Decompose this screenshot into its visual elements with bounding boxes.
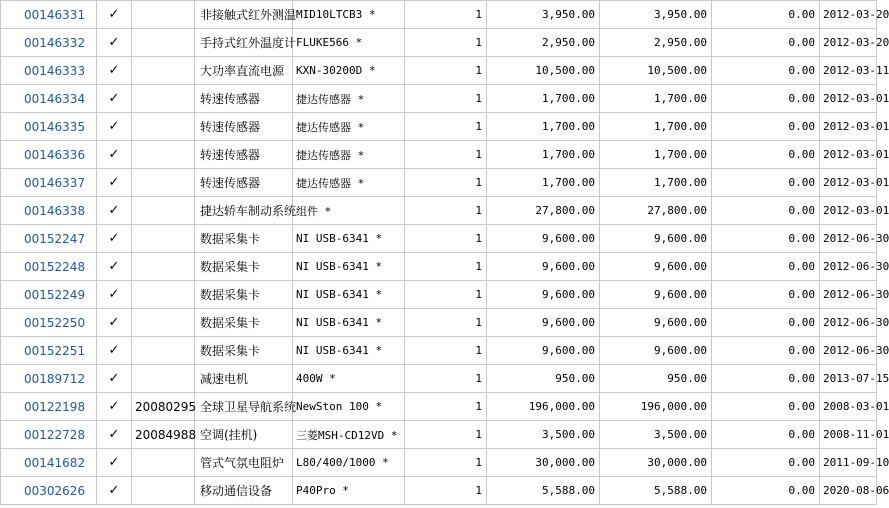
- asset-id-link[interactable]: 00152249: [24, 287, 86, 302]
- quantity-cell: 1: [405, 1, 487, 29]
- asset-model-cell: 三菱MSH-CD12VD *: [293, 421, 405, 449]
- asset-id-link[interactable]: 00146337: [24, 175, 86, 190]
- unit-price-cell: 1,700.00: [487, 85, 600, 113]
- asset-code-cell: [132, 141, 195, 169]
- table-row[interactable]: [1, 421, 877, 449]
- date-cell: 2008-03-01: [820, 393, 877, 421]
- depreciation-cell: 0.00: [712, 57, 820, 85]
- depreciation-cell: 0.00: [712, 85, 820, 113]
- table-row[interactable]: [1, 113, 877, 141]
- date-cell: 2012-06-30: [820, 253, 877, 281]
- asset-code-cell: [132, 449, 195, 477]
- depreciation-cell: 0.00: [712, 197, 820, 225]
- quantity-cell: 1: [405, 113, 487, 141]
- asset-id-cell: [1, 477, 97, 505]
- date-cell: 2012-03-01: [820, 197, 877, 225]
- asset-code-cell: [132, 281, 195, 309]
- table-row[interactable]: [1, 393, 877, 421]
- checked-mark: ✓: [97, 253, 132, 281]
- asset-id-cell: [1, 365, 97, 393]
- asset-code-cell: [132, 309, 195, 337]
- asset-code-cell: [132, 1, 195, 29]
- unit-price-cell: 30,000.00: [487, 449, 600, 477]
- total-amount-cell: 9,600.00: [600, 253, 712, 281]
- asset-model-cell: 捷达传感器 *: [293, 85, 405, 113]
- table-row[interactable]: [1, 253, 877, 281]
- quantity-cell: 1: [405, 57, 487, 85]
- total-amount-cell: 196,000.00: [600, 393, 712, 421]
- checked-mark: ✓: [97, 421, 132, 449]
- asset-model-cell: 捷达传感器 *: [293, 113, 405, 141]
- total-amount-cell: 10,500.00: [600, 57, 712, 85]
- total-amount-cell: 3,500.00: [600, 421, 712, 449]
- table-row[interactable]: [1, 169, 877, 197]
- checked-mark: ✓: [97, 281, 132, 309]
- checked-mark: ✓: [97, 337, 132, 365]
- asset-model-cell: NI USB-6341 *: [293, 309, 405, 337]
- table-row[interactable]: [1, 85, 877, 113]
- date-cell: 2008-11-01: [820, 421, 877, 449]
- depreciation-cell: 0.00: [712, 141, 820, 169]
- asset-id-link[interactable]: 00146334: [24, 91, 86, 106]
- total-amount-cell: 5,588.00: [600, 477, 712, 505]
- quantity-cell: 1: [405, 477, 487, 505]
- depreciation-cell: 0.00: [712, 309, 820, 337]
- total-amount-cell: 30,000.00: [600, 449, 712, 477]
- unit-price-cell: 1,700.00: [487, 169, 600, 197]
- date-cell: 2013-07-15: [820, 365, 877, 393]
- asset-name-cell: 数据采集卡: [195, 225, 293, 253]
- asset-name-cell: 数据采集卡: [195, 309, 293, 337]
- date-cell: 2012-03-01: [820, 141, 877, 169]
- asset-id-link[interactable]: 00152248: [24, 259, 86, 274]
- date-cell: 2012-06-30: [820, 225, 877, 253]
- asset-id-link[interactable]: 00146333: [24, 63, 86, 78]
- unit-price-cell: 1,700.00: [487, 113, 600, 141]
- asset-id-link[interactable]: 00146338: [24, 203, 86, 218]
- depreciation-cell: 0.00: [712, 421, 820, 449]
- asset-id-link[interactable]: 00302626: [24, 483, 86, 498]
- asset-model-cell: KXN-30200D *: [293, 57, 405, 85]
- checked-mark: ✓: [97, 169, 132, 197]
- total-amount-cell: 1,700.00: [600, 141, 712, 169]
- unit-price-cell: 27,800.00: [487, 197, 600, 225]
- unit-price-cell: 10,500.00: [487, 57, 600, 85]
- table-row[interactable]: [1, 281, 877, 309]
- asset-id-cell: [1, 449, 97, 477]
- asset-name-cell: 大功率直流电源: [195, 57, 293, 85]
- asset-id-link[interactable]: 00146336: [24, 147, 86, 162]
- unit-price-cell: 9,600.00: [487, 337, 600, 365]
- checked-mark: ✓: [97, 449, 132, 477]
- asset-model-cell: 400W *: [293, 365, 405, 393]
- table-row[interactable]: [1, 365, 877, 393]
- unit-price-cell: 1,700.00: [487, 141, 600, 169]
- table-row[interactable]: [1, 57, 877, 85]
- date-cell: 2012-03-01: [820, 113, 877, 141]
- asset-name-cell: 转速传感器: [195, 141, 293, 169]
- table-row[interactable]: [1, 1, 877, 29]
- total-amount-cell: 2,950.00: [600, 29, 712, 57]
- asset-code-cell: [132, 57, 195, 85]
- depreciation-cell: 0.00: [712, 113, 820, 141]
- asset-id-cell: [1, 141, 97, 169]
- quantity-cell: 1: [405, 309, 487, 337]
- quantity-cell: 1: [405, 281, 487, 309]
- unit-price-cell: 3,500.00: [487, 421, 600, 449]
- depreciation-cell: 0.00: [712, 337, 820, 365]
- asset-id-link[interactable]: 00146335: [24, 119, 86, 134]
- asset-name-cell: 管式气氛电阻炉: [195, 449, 293, 477]
- date-cell: 2012-03-01: [820, 85, 877, 113]
- asset-name-cell: 数据采集卡: [195, 337, 293, 365]
- asset-model-cell: P40Pro *: [293, 477, 405, 505]
- date-cell: 2012-03-20: [820, 29, 877, 57]
- date-cell: 2012-03-11: [820, 57, 877, 85]
- asset-name-cell: 减速电机: [195, 365, 293, 393]
- unit-price-cell: 950.00: [487, 365, 600, 393]
- asset-model-cell: L80/400/1000 *: [293, 449, 405, 477]
- asset-id-cell: [1, 57, 97, 85]
- date-cell: 2020-08-06: [820, 477, 877, 505]
- date-cell: 2012-06-30: [820, 281, 877, 309]
- asset-model-cell: NI USB-6341 *: [293, 253, 405, 281]
- table-row[interactable]: [1, 309, 877, 337]
- asset-model-cell: 捷达传感器 *: [293, 169, 405, 197]
- total-amount-cell: 27,800.00: [600, 197, 712, 225]
- asset-id-cell: [1, 337, 97, 365]
- asset-model-cell: MID10LTCB3 *: [293, 1, 405, 29]
- depreciation-cell: 0.00: [712, 253, 820, 281]
- date-cell: 2012-06-30: [820, 309, 877, 337]
- total-amount-cell: 9,600.00: [600, 309, 712, 337]
- asset-id-cell: [1, 85, 97, 113]
- asset-code-cell: [132, 197, 195, 225]
- unit-price-cell: 5,588.00: [487, 477, 600, 505]
- asset-name-cell: 转速传感器: [195, 169, 293, 197]
- quantity-cell: 1: [405, 253, 487, 281]
- date-cell: 2012-03-01: [820, 169, 877, 197]
- asset-name-cell: 空调(挂机): [195, 421, 293, 449]
- asset-id-cell: [1, 197, 97, 225]
- asset-id-cell: [1, 309, 97, 337]
- asset-id-link[interactable]: 00146331: [24, 7, 86, 22]
- table-row[interactable]: [1, 197, 877, 225]
- checked-mark: ✓: [97, 113, 132, 141]
- asset-id-cell: [1, 29, 97, 57]
- asset-name-cell: 数据采集卡: [195, 253, 293, 281]
- table-row[interactable]: [1, 449, 877, 477]
- checked-mark: ✓: [97, 225, 132, 253]
- asset-model-cell: 捷达传感器 *: [293, 141, 405, 169]
- asset-name-cell: 转速传感器: [195, 113, 293, 141]
- depreciation-cell: 0.00: [712, 449, 820, 477]
- asset-id-cell: [1, 225, 97, 253]
- quantity-cell: 1: [405, 197, 487, 225]
- depreciation-cell: 0.00: [712, 169, 820, 197]
- unit-price-cell: 196,000.00: [487, 393, 600, 421]
- quantity-cell: 1: [405, 225, 487, 253]
- table-row[interactable]: [1, 225, 877, 253]
- total-amount-cell: 950.00: [600, 365, 712, 393]
- asset-id-link[interactable]: 00146332: [24, 35, 86, 50]
- quantity-cell: 1: [405, 393, 487, 421]
- asset-model-cell: NI USB-6341 *: [293, 225, 405, 253]
- asset-code-cell: [132, 29, 195, 57]
- asset-code-cell: 20080295: [132, 393, 195, 421]
- asset-name-cell: 全球卫星导航系统: [195, 393, 293, 421]
- asset-id-link[interactable]: 00122728: [24, 427, 86, 442]
- checked-mark: ✓: [97, 197, 132, 225]
- table-row[interactable]: [1, 337, 877, 365]
- depreciation-cell: 0.00: [712, 281, 820, 309]
- checked-mark: ✓: [97, 141, 132, 169]
- unit-price-cell: 2,950.00: [487, 29, 600, 57]
- asset-code-cell: [132, 337, 195, 365]
- asset-id-link[interactable]: 00189712: [24, 371, 86, 386]
- quantity-cell: 1: [405, 365, 487, 393]
- asset-id-link[interactable]: 00152247: [24, 231, 86, 246]
- asset-model-cell: NI USB-6341 *: [293, 281, 405, 309]
- quantity-cell: 1: [405, 141, 487, 169]
- asset-code-cell: [132, 169, 195, 197]
- quantity-cell: 1: [405, 337, 487, 365]
- asset-id-cell: [1, 113, 97, 141]
- total-amount-cell: 1,700.00: [600, 85, 712, 113]
- total-amount-cell: 1,700.00: [600, 113, 712, 141]
- asset-model-cell: NI USB-6341 *: [293, 337, 405, 365]
- unit-price-cell: 3,950.00: [487, 1, 600, 29]
- total-amount-cell: 9,600.00: [600, 281, 712, 309]
- total-amount-cell: 9,600.00: [600, 225, 712, 253]
- depreciation-cell: 0.00: [712, 365, 820, 393]
- asset-code-cell: [132, 365, 195, 393]
- asset-name-cell: 非接触式红外测温: [195, 1, 293, 29]
- asset-id-link[interactable]: 00152251: [24, 343, 86, 358]
- asset-id-cell: [1, 253, 97, 281]
- asset-code-cell: [132, 225, 195, 253]
- asset-name-cell: 手持式红外温度计: [195, 29, 293, 57]
- total-amount-cell: 1,700.00: [600, 169, 712, 197]
- date-cell: 2011-09-10: [820, 449, 877, 477]
- unit-price-cell: 9,600.00: [487, 309, 600, 337]
- asset-id-link[interactable]: 00141682: [24, 455, 86, 470]
- asset-code-cell: 20084988: [132, 421, 195, 449]
- asset-name-cell: 数据采集卡: [195, 281, 293, 309]
- quantity-cell: 1: [405, 29, 487, 57]
- quantity-cell: 1: [405, 421, 487, 449]
- checked-mark: ✓: [97, 309, 132, 337]
- asset-id-cell: [1, 1, 97, 29]
- asset-table-body: [1, 1, 889, 505]
- quantity-cell: 1: [405, 85, 487, 113]
- depreciation-cell: 0.00: [712, 29, 820, 57]
- depreciation-cell: 0.00: [712, 477, 820, 505]
- asset-id-cell: [1, 393, 97, 421]
- checked-mark: ✓: [97, 393, 132, 421]
- asset-code-cell: [132, 85, 195, 113]
- unit-price-cell: 9,600.00: [487, 281, 600, 309]
- asset-model-cell: NewSton 100 *: [293, 393, 405, 421]
- table-row[interactable]: [1, 29, 877, 57]
- checked-mark: ✓: [97, 85, 132, 113]
- depreciation-cell: 0.00: [712, 393, 820, 421]
- asset-model-cell: 组件 *: [293, 197, 405, 225]
- asset-id-cell: [1, 169, 97, 197]
- date-cell: 2012-06-30: [820, 337, 877, 365]
- depreciation-cell: 0.00: [712, 1, 820, 29]
- asset-model-cell: FLUKE566 *: [293, 29, 405, 57]
- quantity-cell: 1: [405, 169, 487, 197]
- total-amount-cell: 3,950.00: [600, 1, 712, 29]
- table-row[interactable]: [1, 141, 877, 169]
- asset-name-cell: 转速传感器: [195, 85, 293, 113]
- total-amount-cell: 9,600.00: [600, 337, 712, 365]
- asset-id-cell: [1, 281, 97, 309]
- asset-name-cell: 移动通信设备: [195, 477, 293, 505]
- unit-price-cell: 9,600.00: [487, 253, 600, 281]
- unit-price-cell: 9,600.00: [487, 225, 600, 253]
- asset-id-cell: [1, 421, 97, 449]
- checked-mark: ✓: [97, 29, 132, 57]
- asset-id-link[interactable]: 00152250: [24, 315, 86, 330]
- asset-code-cell: [132, 113, 195, 141]
- asset-name-cell: 捷达轿车制动系统: [195, 197, 293, 225]
- checked-mark: ✓: [97, 1, 132, 29]
- asset-code-cell: [132, 253, 195, 281]
- asset-id-link[interactable]: 00122198: [24, 399, 86, 414]
- checked-mark: ✓: [97, 477, 132, 505]
- depreciation-cell: 0.00: [712, 225, 820, 253]
- table-row[interactable]: [1, 477, 877, 505]
- date-cell: 2012-03-20: [820, 1, 877, 29]
- quantity-cell: 1: [405, 449, 487, 477]
- checked-mark: ✓: [97, 57, 132, 85]
- asset-code-cell: [132, 477, 195, 505]
- checked-mark: ✓: [97, 365, 132, 393]
